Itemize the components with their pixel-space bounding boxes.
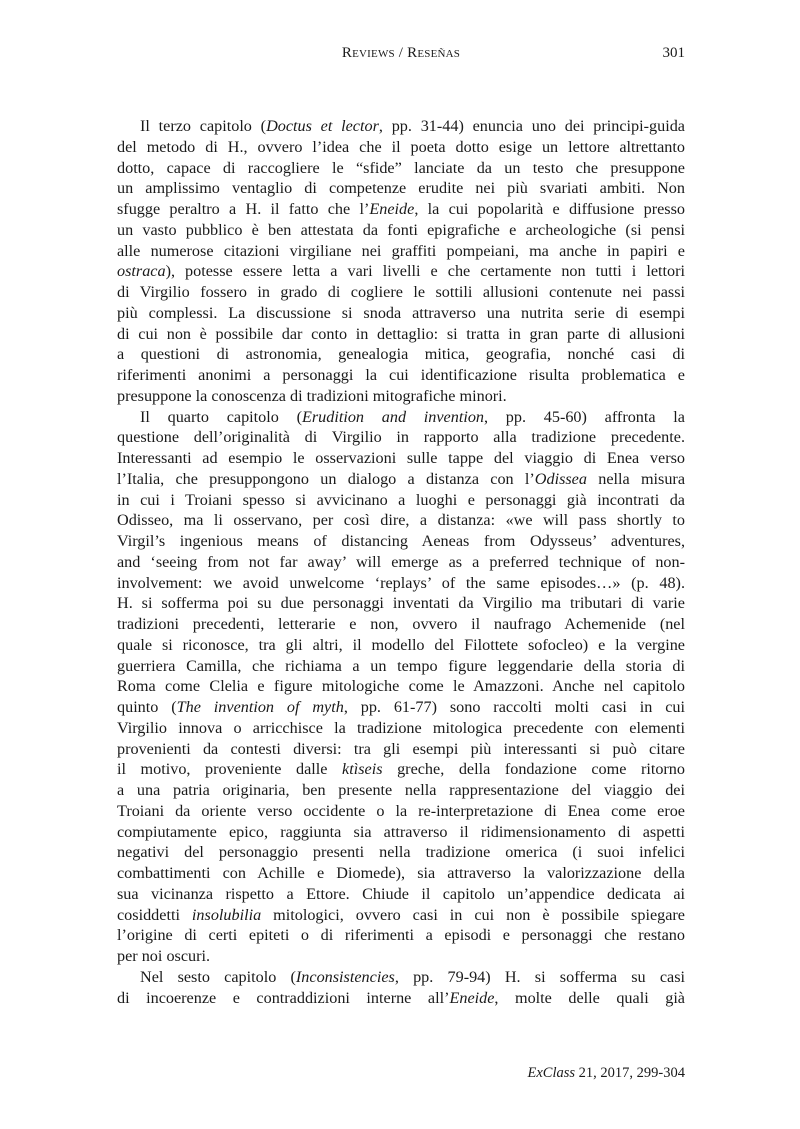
text-segment: H. si sofferma poi su due personaggi inventati da Virgilio ma tributari di varie [117, 594, 685, 613]
text-line [117, 552, 685, 573]
text-line [117, 137, 685, 158]
text-line [117, 365, 685, 386]
text-line [117, 510, 685, 531]
text-line [117, 490, 685, 511]
text-segment: ), potesse essere letta a vari livelli e che certamente non tutti i lettori [165, 262, 685, 281]
text-segment: il motivo, proveniente dalle [117, 760, 343, 779]
text-segment: l’origine di certi epiteti o di riferimenti a episodi e personaggi che restano [117, 926, 685, 945]
text-segment: , la cui popolarità e diffusione presso [414, 200, 685, 218]
text-segment: combattimenti con Achille e Diomede), sia attraverso la valorizzazione della [117, 864, 685, 882]
text-segment: questione dell’originalità di Virgilio in rapporto alla tradizione precedente. [117, 428, 685, 447]
text-line [117, 656, 685, 677]
text-line [117, 925, 685, 946]
text-line [117, 676, 685, 697]
text-segment: Virgilio innova o arricchisce la tradizione mitologica precedente con elementi [117, 718, 685, 737]
text-segment: di Virgilio fossero in grado di cogliere le sottili allusioni contenute nei passi [117, 283, 685, 301]
text-line [117, 822, 685, 843]
text-line [117, 220, 685, 241]
text-segment: un vasto pubblico è ben attestata da fonti epigrafiche e archeologiche (si pensi [117, 220, 685, 239]
text-line [117, 697, 685, 718]
text-segment: , molte delle quali già [494, 988, 685, 1007]
text-line [117, 946, 685, 967]
text-line [117, 303, 685, 324]
text-segment: negativi del personaggio presenti nella tradizione omerica (i suoi infelici [117, 843, 685, 862]
text-line [117, 407, 685, 428]
text-line [117, 905, 685, 926]
paragraph [117, 967, 685, 1009]
text-line [117, 344, 685, 365]
text-segment: sfugge peraltro a H. il fatto che l’ [117, 200, 370, 218]
text-line [117, 593, 685, 614]
text-segment: un amplissimo ventaglio di competenze erudite nei più svariati ambiti. Non [117, 179, 685, 198]
text-line [117, 884, 685, 905]
text-segment: a questioni di astronomia, genealogia mitica, geografia, nonché casi di [117, 345, 685, 364]
text-line [117, 261, 685, 282]
italic-title: ktìseis [342, 760, 383, 779]
text-segment: quale si riconosce, tra gli altri, il modello del Filottete sofocleo) e la vergine [117, 635, 685, 654]
text-line [117, 282, 685, 303]
text-segment: and ‘seeing from not far away’ will emerge as a preferred technique of non- [117, 552, 685, 571]
text-line [117, 842, 685, 863]
text-segment: , pp. 31-44) enuncia uno dei principi-guida [378, 117, 685, 135]
journal-footer [117, 1065, 685, 1082]
text-segment: , pp. 45-60) affronta la [484, 407, 685, 426]
text-line [117, 324, 685, 345]
text-line [117, 614, 685, 635]
text-segment: provenienti da contesti diversi: tra gli esempi più interessanti si può citare [117, 739, 685, 758]
journal-name: ExClass [527, 1065, 576, 1081]
text-line [117, 573, 685, 594]
text-segment: guerriera Camilla, che richiama a un tempo figure leggendarie della storia di [117, 656, 685, 675]
text-line [117, 801, 685, 822]
text-line [117, 427, 685, 448]
text-segment: presuppone la conoscenza di tradizioni mitografiche minori. [117, 386, 507, 405]
italic-title: Erudition and invention [301, 407, 485, 426]
italic-title: Eneide [369, 200, 415, 218]
text-segment: sua vicinanza rispetto a Ettore. Chiude il capitolo un’appendice dedicata ai [117, 884, 685, 903]
italic-title: The invention of myth [176, 698, 344, 716]
italic-title: Eneide [449, 988, 495, 1007]
text-line [117, 531, 685, 552]
text-segment: Roma come Clelia e figure mitologiche come le Amazzoni. Anche nel capitolo [117, 677, 685, 696]
article-body [117, 116, 685, 1008]
text-segment: greche, della fondazione come ritorno [382, 760, 685, 779]
text-line [117, 759, 685, 780]
text-line [117, 635, 685, 656]
text-line [117, 199, 685, 220]
text-segment: quinto ( [117, 698, 177, 716]
text-line [117, 863, 685, 884]
text-segment: dotto, capace di raccogliere le “sfide” lanciate da un testo che presuppone [117, 158, 685, 177]
text-segment: alle numerose citazioni virgiliane nei graffiti pompeiani, ma anche in papiri e [117, 241, 685, 260]
text-line [117, 469, 685, 490]
text-line [117, 158, 685, 179]
text-segment: Il quarto capitolo ( [140, 407, 302, 426]
text-line [117, 241, 685, 262]
journal-citation: 21, 2017, 299-304 [575, 1065, 685, 1081]
text-segment: riferimenti anonimi a personaggi la cui identificazione risulta problematica e [117, 366, 685, 384]
text-segment: Virgil’s ingenious means of distancing Aeneas from Odysseus’ adventures, [117, 532, 685, 550]
text-segment: involvement: we avoid unwelcome ‘replays’ of the same episodes…» (p. 48). [117, 573, 685, 592]
text-segment: Il terzo capitolo ( [140, 117, 267, 135]
text-line [117, 718, 685, 739]
text-line [117, 988, 685, 1009]
text-segment: nella misura [586, 469, 686, 488]
text-segment: l’Italia, che presuppongono un dialogo a distanza con l’ [117, 469, 535, 488]
text-line [117, 178, 685, 199]
paragraph [117, 116, 685, 407]
text-segment: del metodo di H., ovvero l’idea che il poeta dotto esige un lettore altrettanto [117, 137, 685, 156]
text-segment: Troiani da oriente verso occidente o la re-interpretazione di Enea come eroe [117, 801, 685, 820]
text-segment: in cui i Troiani spesso si avvicinano a luoghi e personaggi già incontrati da [117, 490, 685, 509]
text-line [117, 780, 685, 801]
text-line [117, 739, 685, 760]
text-segment: Nel sesto capitolo ( [140, 967, 296, 986]
text-segment: mitologici, ovvero casi in cui non è possibile spiegare [261, 905, 685, 924]
text-segment: compiutamente epico, raggiunta sia attraverso il ridimensionamento di aspetti [117, 822, 685, 841]
italic-title: Inconsistencies [295, 967, 395, 986]
text-segment: Odisseo, ma li osservano, per così dire, a distanza: «we will pass shortly to [117, 511, 685, 530]
italic-title: insolubilia [191, 905, 262, 924]
running-title: Reviews / Reseñas [341, 45, 461, 61]
text-line [117, 448, 685, 469]
text-segment: tradizioni precedenti, letterarie e non, ovvero il naufrago Achemenide (nel [117, 615, 685, 633]
text-segment: per noi oscuri. [117, 947, 211, 965]
text-line [117, 386, 685, 407]
page-number: 301 [662, 45, 685, 61]
italic-title: Odissea [534, 469, 587, 488]
italic-title: Doctus et lector [266, 117, 379, 135]
text-segment: , pp. 61-77) sono raccolti molti casi in cui [343, 698, 686, 716]
running-header [117, 45, 685, 65]
text-segment: Interessanti ad esempio le osservazioni sulle tappe del viaggio di Enea verso [117, 449, 685, 467]
text-line [117, 967, 685, 988]
text-segment: di incoerenze e contraddizioni interne all’ [117, 988, 450, 1007]
text-line [117, 116, 685, 137]
italic-title: ostraca [117, 262, 166, 281]
text-segment: più complessi. La discussione si snoda attraverso una nutrita serie di esempi [117, 303, 685, 322]
text-segment: di cui non è possibile dar conto in dettaglio: si tratta in gran parte di allusioni [117, 324, 685, 343]
text-segment: a una patria originaria, ben presente nella rappresentazione del viaggio dei [117, 781, 685, 799]
text-segment: , pp. 79-94) H. si sofferma su casi [394, 967, 686, 986]
paragraph [117, 407, 685, 967]
text-segment: cosiddetti [117, 905, 192, 924]
